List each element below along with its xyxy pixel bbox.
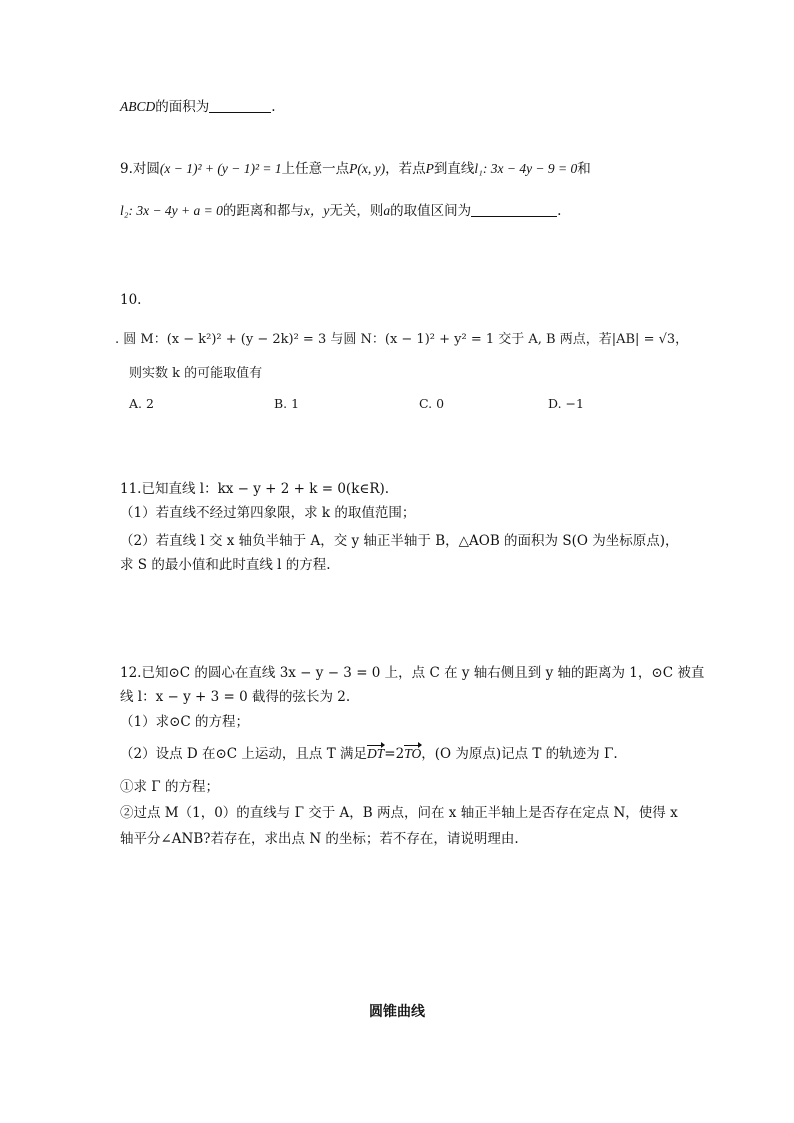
q11-line-1: 11.已知直线 l：kx − y + 2 + k = 0(k∈R).: [120, 481, 390, 497]
q9-point-p: P: [425, 161, 434, 176]
q9-text-e: 和: [577, 161, 591, 177]
q10-stem: . 圆 M：(x − k²)² + (y − 2k)² = 3 与圆 N：(x − 1)² + y² = 1 交于 A, B 两点，若|AB| = √3，: [115, 332, 689, 347]
q12-vector-dt: DT: [367, 744, 384, 764]
q8-end-period: .: [271, 99, 276, 115]
q9-text-c: ，若点: [385, 161, 426, 177]
q10-option-b: B. 1: [274, 396, 300, 411]
q9-text-d: 到直线: [433, 161, 475, 177]
q9-text-b: 上任意一点: [281, 161, 350, 177]
q9-number: 9.: [120, 161, 133, 177]
q9-line-2: [120, 201, 561, 221]
q9-l2-equation: : 3x − 4y + a = 0: [128, 203, 223, 218]
q10-stem-2: 则实数 k 的可能取值有: [129, 366, 263, 381]
q9-line-l2: l₂: [120, 203, 129, 218]
q9-point: P(x, y): [349, 161, 386, 176]
q8-tail-text: 的面积为: [155, 99, 210, 115]
q10-scanned-block: [115, 318, 689, 418]
q12-equals-two: =2: [384, 746, 405, 762]
q8-answer-blank: [209, 98, 271, 113]
q8-quad-name: ABCD: [120, 99, 156, 114]
q11-line-3: （2）若直线 l 交 x 轴负半轴于 A，交 y 轴正半轴于 B，△AOB 的面积为 S(O 为坐标原点)，: [120, 533, 679, 549]
q12-line-7: 轴平分∠ANB?若存在，求出点 N 的坐标；若不存在，请说明理由.: [120, 831, 519, 847]
q9-line-1: [120, 159, 591, 179]
q10-option-c: C. 0: [419, 396, 445, 411]
q12-line-4-b: ，(O 为原点)记点 T 的轨迹为 Γ.: [421, 746, 618, 762]
q12-line-3: （1）求⊙C 的方程；: [120, 714, 250, 730]
q9-l1-equation: : 3x − 4y − 9 = 0: [482, 161, 578, 176]
q12-line-2: 线 l：x − y + 3 = 0 截得的弦长为 2.: [120, 689, 351, 705]
q12-vector-to: TO: [404, 744, 421, 764]
q12-line-4-a: （2）设点 D 在⊙C 上运动，且点 T 满足: [120, 746, 368, 762]
q9-circle-equation: (x − 1)² + (y − 1)² = 1: [159, 161, 282, 176]
q8-tail-line: [120, 97, 276, 117]
q11-line-2: （1）若直线不经过第四象限，求 k 的取值范围；: [120, 505, 416, 521]
q9-text-a: 对圆: [132, 161, 160, 177]
q9-vars: x，y: [303, 203, 330, 218]
q10-option-d: D. −1: [548, 396, 584, 411]
q9-text-g: 无关，则: [329, 203, 384, 219]
q10-number: 10.: [120, 292, 142, 308]
q12-line-6: ②过点 M（1，0）的直线与 Γ 交于 A，B 两点，问在 x 轴正半轴上是否存在定点 N，使得 x: [120, 805, 678, 821]
q12-line-5: ①求 Γ 的方程；: [120, 779, 219, 795]
q9-end-period: .: [557, 203, 562, 219]
q9-text-f: 的距离和都与: [222, 203, 304, 219]
q12-line-4: [120, 744, 618, 764]
q9-text-h: 的取值区间为: [390, 203, 472, 219]
q12-line-1: 12.已知⊙C 的圆心在直线 3x − y − 3 = 0 上，点 C 在 y 轴右侧且到 y 轴的距离为 1，⊙C 被直: [120, 665, 705, 681]
q9-line-l1: l₁: [474, 161, 483, 176]
q11-line-4: 求 S 的最小值和此时直线 l 的方程.: [120, 557, 331, 573]
q10-option-a: A. 2: [129, 396, 154, 411]
q9-param-a: a: [383, 203, 391, 218]
q9-answer-blank: [471, 202, 557, 217]
section-title: 圆锥曲线: [369, 1004, 425, 1020]
